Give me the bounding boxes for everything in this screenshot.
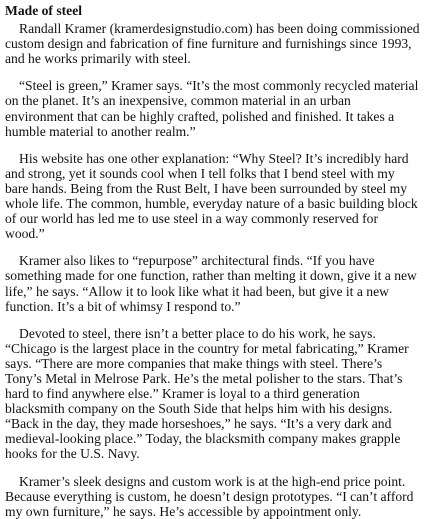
article-paragraph-2: “Steel is green,” Kramer says. “It’s the most commonly recycled material on the planet. It’s an inexpensive, common material in an urban environment that can be highly crafted, polished and finished. It takes a humble material to another realm.”	[5, 78, 419, 139]
article-paragraph-5: Devoted to steel, there isn’t a better place to do his work, he says. “Chicago is the largest place in the country for metal fabricating,” Kramer says. “There are more companies that make things with steel. There’s Tony’s Metal in Melrose Park. He’s the metal polisher to the stars. That’s hard to find anywhere else.” Kramer is loyal to a third generation blacksmith company on the South Side that helps him with his designs. “Back in the day, they made horseshoes,” he says. “It’s a very dark and medieval-looking place.” Today, the blacksmith company makes grapple hooks for the U.S. Navy.	[5, 325, 409, 462]
article-paragraph-3: His website has one other explanation: “Why Steel? It’s incredibly hard and strong, yet it sounds cool when I tell folks that I bend steel with my bare hands. Being from the Rust Belt, I have been surrounded by steel my whole life. The common, humble, everyday nature of a basic building block of our world has led me to use steel in a way commonly reserved for wood.”	[5, 150, 418, 242]
article-paragraph-6: Kramer’s sleek designs and custom work is at the high-end price point. Because everything is custom, he doesn’t design prototypes. “I can’t afford my own furniture,” he says. He’s accessible by appointment only.	[5, 473, 414, 519]
article-paragraph-4: Kramer also likes to “repurpose” architectural finds. “If you have something made for one function, rather than melting it down, give it a new life,” he says. “Allow it to look like what it had been, but give it a new function. It’s a bit of whimsy I respond to.”	[5, 253, 417, 314]
article-title: Made of steel	[5, 3, 83, 18]
article-paragraph-1: Randall Kramer (kramerdesignstudio.com) has been doing commissioned custom design and fabrication of fine furniture and furnishings since 1993, and he works primarily with steel.	[5, 21, 420, 67]
